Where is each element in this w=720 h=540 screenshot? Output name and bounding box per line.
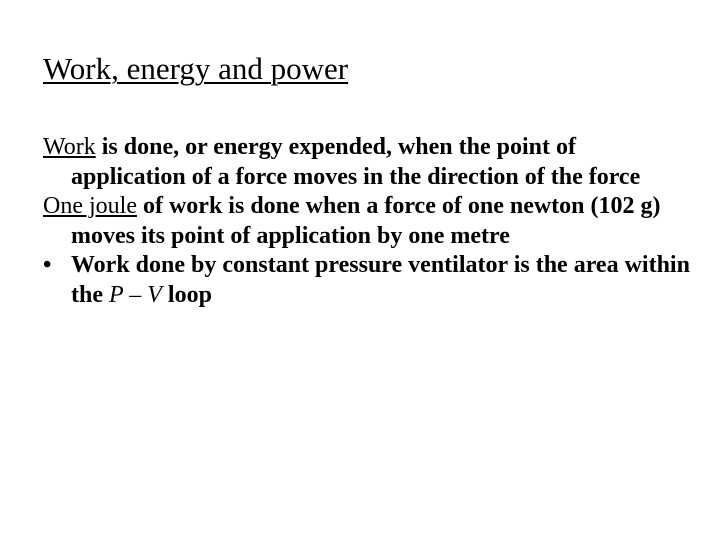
ventilator-bullet-item bbox=[43, 251, 693, 310]
work-definition-paragraph bbox=[43, 133, 693, 192]
slide-body bbox=[43, 133, 693, 310]
bullet-icon: • bbox=[43, 252, 52, 278]
work-definition-text: is done, or energy expended, when the point of application of a force moves in the direction of the force bbox=[71, 134, 641, 190]
work-term: Work bbox=[43, 134, 96, 160]
joule-definition-text: of work is done when a force of one newton (102 g) moves its point of application by one metre bbox=[71, 193, 661, 249]
volume-variable: V bbox=[147, 281, 162, 308]
bullet-text-after: loop bbox=[161, 281, 212, 308]
joule-term: One joule bbox=[43, 193, 137, 219]
bullet-text-before: Work done by constant pressure ventilator is the area within the bbox=[71, 252, 690, 308]
pressure-variable: P bbox=[109, 281, 124, 308]
joule-definition-paragraph bbox=[43, 192, 693, 251]
slide-title: Work, energy and power bbox=[43, 51, 349, 86]
dash-separator: – bbox=[123, 281, 148, 308]
